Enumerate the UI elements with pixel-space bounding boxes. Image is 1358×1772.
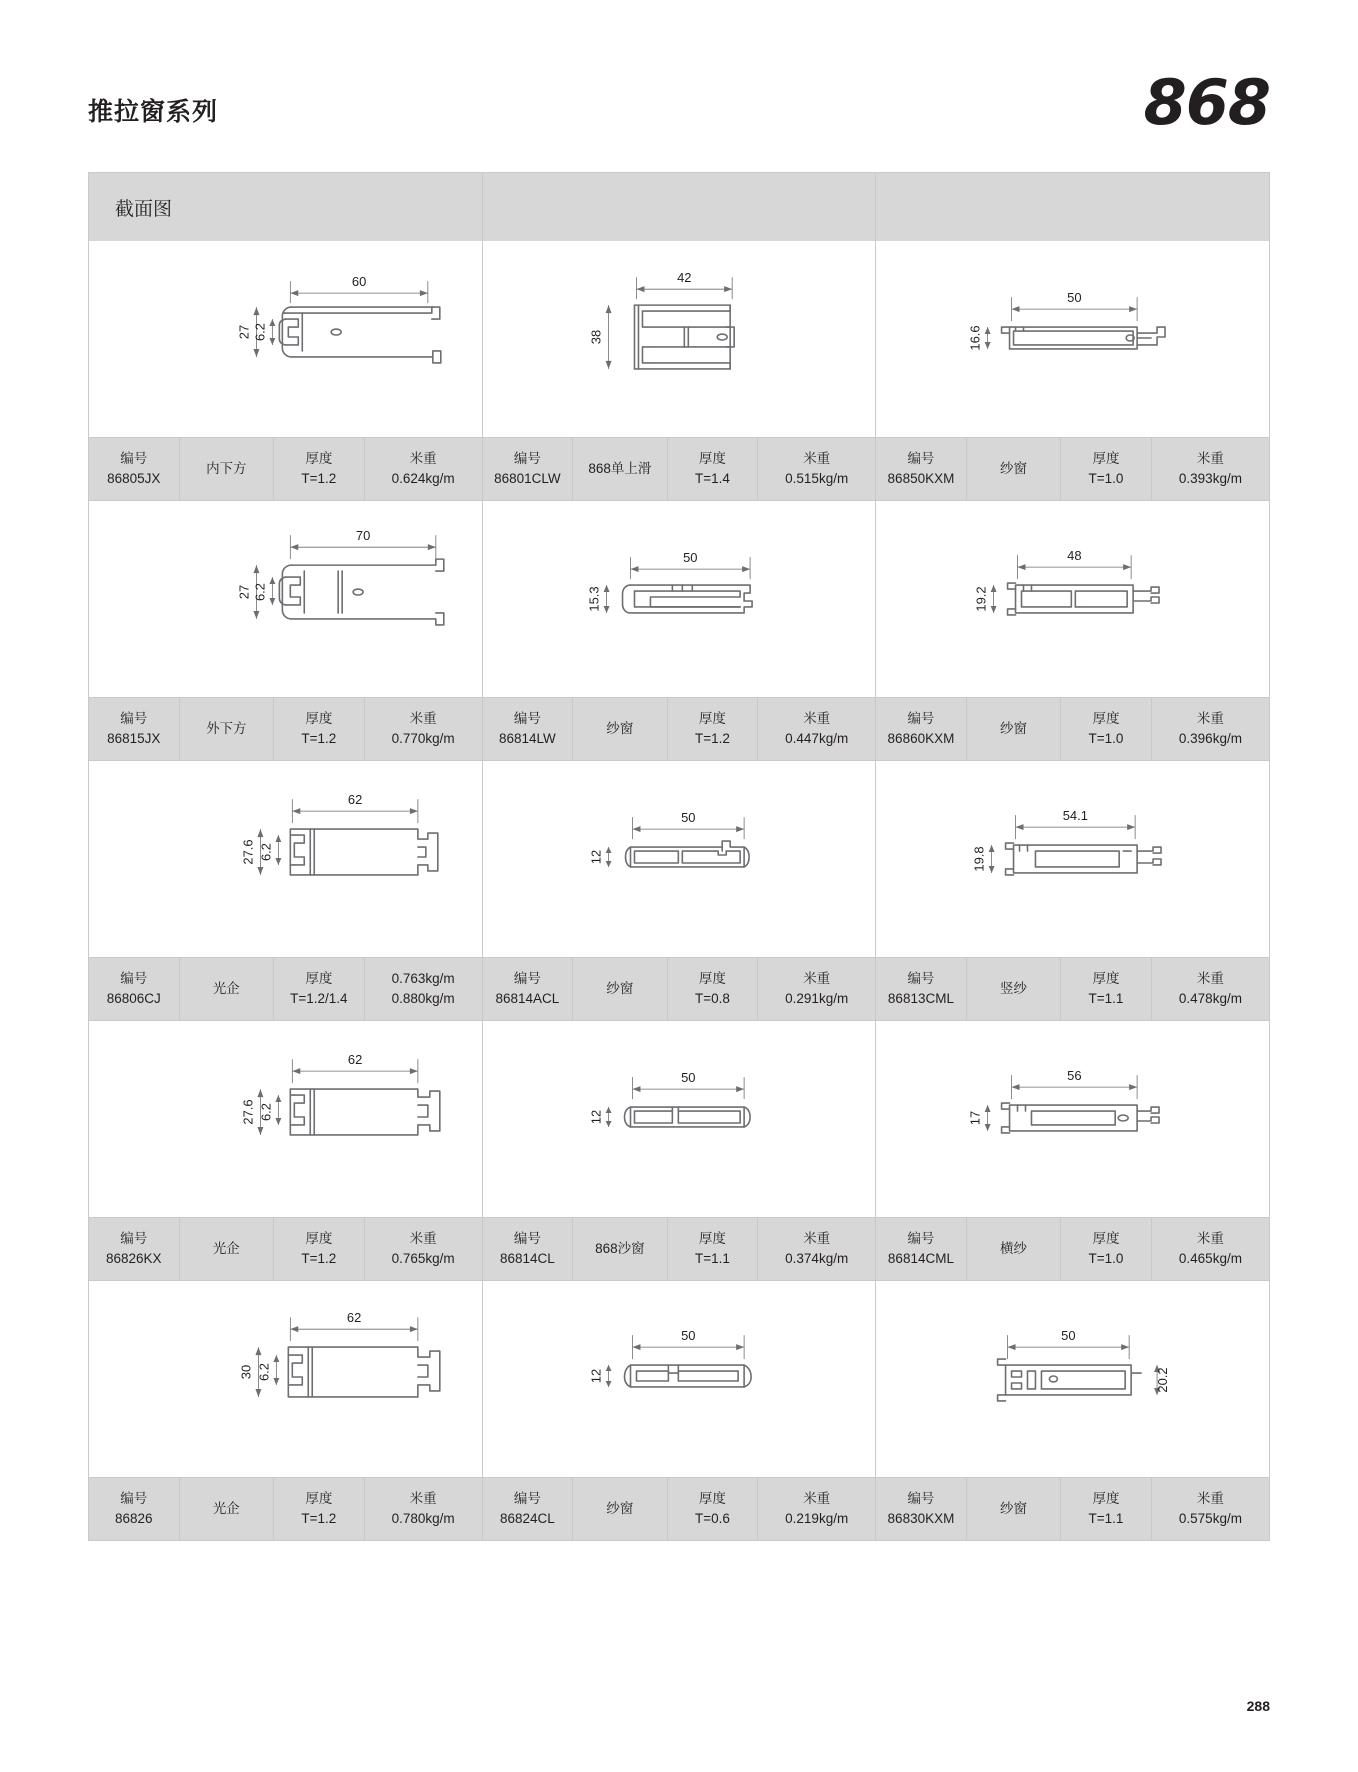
- spec-name: [967, 438, 1061, 500]
- spec-value: T=1.0: [1088, 731, 1124, 746]
- spec-value: T=1.4: [694, 471, 730, 486]
- spec-label: 0.763kg/m: [391, 971, 455, 987]
- profile-drawing: [89, 241, 482, 437]
- profile-cell: [483, 501, 877, 697]
- profile-cell: [89, 761, 483, 957]
- spec-label: 米重: [409, 711, 437, 727]
- spec-value: 纱窗: [606, 1501, 634, 1517]
- profile-drawing: [876, 761, 1269, 957]
- spec-label: 编号: [513, 451, 541, 467]
- spec-label: 编号: [120, 1231, 148, 1247]
- spec-value: 868沙窗: [595, 1241, 645, 1257]
- spec-label: 编号: [120, 711, 148, 727]
- spec-value: T=1.1: [1088, 1511, 1124, 1526]
- dim-width: 50: [680, 1328, 696, 1344]
- dim-width: 56: [1067, 1068, 1082, 1084]
- spec-thickness: [1061, 438, 1152, 500]
- spec-value: 光企: [212, 1241, 240, 1257]
- spec-name: [573, 698, 667, 760]
- spec-thickness: [274, 1478, 365, 1540]
- spec-row: [89, 437, 1269, 501]
- spec-label: 厚度: [305, 1231, 333, 1247]
- spec-value: 86806CJ: [106, 991, 161, 1006]
- spec-label: 编号: [513, 1231, 541, 1247]
- spec-value: T=1.1: [694, 1251, 730, 1266]
- dim-height: 20.2: [1155, 1367, 1171, 1393]
- spec-value: 纱窗: [999, 721, 1027, 737]
- spec-label: 米重: [803, 971, 831, 987]
- spec-value: 86826KX: [106, 1251, 162, 1266]
- profile-drawing: [89, 1281, 482, 1477]
- spec-weight: [365, 1218, 483, 1280]
- band-empty-cell-2: [876, 173, 1269, 241]
- spec-value: T=1.2: [301, 731, 337, 746]
- spec-label: 编号: [513, 711, 541, 727]
- spec-label: 米重: [409, 451, 437, 467]
- spec-value: 0.374kg/m: [785, 1251, 849, 1266]
- spec-name: [180, 1478, 274, 1540]
- spec-label: 编号: [513, 971, 541, 987]
- spec-code: [89, 698, 180, 760]
- table-row: [89, 761, 1269, 1021]
- dim-height: 19.8: [971, 846, 987, 872]
- spec-label: 米重: [1196, 1231, 1224, 1247]
- spec-code: [483, 698, 574, 760]
- table-row: [89, 1021, 1269, 1281]
- table-row: [89, 501, 1269, 761]
- spec-value: 0.447kg/m: [785, 731, 849, 746]
- profile-cell: [876, 1281, 1269, 1477]
- spec-value: 0.396kg/m: [1178, 731, 1242, 746]
- spec-value: 86801CLW: [494, 471, 561, 486]
- spec-code: [89, 1478, 180, 1540]
- profile-cell: [876, 241, 1269, 437]
- dim-width: 60: [351, 274, 367, 290]
- spec-label: 米重: [1196, 971, 1224, 987]
- spec-thickness: [1061, 698, 1152, 760]
- profile-cell: [483, 1281, 877, 1477]
- profile-cell: [876, 761, 1269, 957]
- spec-label: 编号: [907, 971, 935, 987]
- profile-cell: [876, 1021, 1269, 1217]
- profile-drawing: [876, 1281, 1269, 1477]
- spec-value: 86814ACL: [495, 991, 560, 1006]
- profile-cell: [483, 241, 877, 437]
- spec-label: 厚度: [698, 711, 726, 727]
- spec-thickness: [668, 438, 759, 500]
- page-number: 288: [1246, 1698, 1270, 1714]
- profile-cell: [89, 501, 483, 697]
- dim-height: 16.6: [967, 325, 983, 351]
- spec-code: [89, 958, 180, 1020]
- spec-name: [967, 698, 1061, 760]
- spec-name: [967, 958, 1061, 1020]
- spec-code: [89, 1218, 180, 1280]
- spec-value: 纱窗: [999, 461, 1027, 477]
- spec-label: 厚度: [1092, 971, 1120, 987]
- profile-cell: [89, 241, 483, 437]
- spec-value: T=1.2/1.4: [290, 991, 348, 1006]
- spec-label: 厚度: [305, 1491, 333, 1507]
- table-band: [89, 173, 1269, 241]
- spec-value: 86814CML: [887, 1251, 954, 1266]
- spec-thickness: [274, 438, 365, 500]
- dim-height: 12: [588, 1109, 604, 1125]
- profile-cell: [89, 1021, 483, 1217]
- dim-width: 62: [346, 1310, 362, 1326]
- profile-cell: [89, 1281, 483, 1477]
- spec-value: T=1.0: [1088, 1251, 1124, 1266]
- series-code: 868: [1143, 66, 1270, 139]
- spec-value: T=0.8: [694, 991, 730, 1006]
- spec-name: [967, 1478, 1061, 1540]
- dim-width: 42: [676, 270, 692, 286]
- spec-name: [573, 1478, 667, 1540]
- spec-value: 0.624kg/m: [391, 471, 455, 486]
- spec-code: [876, 958, 967, 1020]
- band-label-cell: 截面图: [89, 173, 483, 241]
- spec-weight: [758, 1478, 876, 1540]
- spec-value: 纱窗: [999, 1501, 1027, 1517]
- spec-weight: [1152, 1478, 1269, 1540]
- dim-inner: 6.2: [258, 1103, 274, 1122]
- profile-drawing: [89, 501, 482, 697]
- profile-drawing: [483, 501, 876, 697]
- spec-value: 内下方: [206, 461, 247, 477]
- dim-height: 27: [236, 324, 252, 340]
- spec-thickness: [668, 1478, 759, 1540]
- dim-width: 50: [1061, 1328, 1076, 1344]
- spec-value: 横纱: [999, 1241, 1027, 1257]
- spec-label: 编号: [120, 971, 148, 987]
- drawing-row: [89, 1021, 1269, 1217]
- spec-value: T=1.2: [301, 1511, 337, 1526]
- dim-height: 12: [588, 849, 604, 865]
- spec-thickness: [1061, 1218, 1152, 1280]
- spec-value: 86850KXM: [887, 471, 955, 486]
- spec-label: 编号: [513, 1491, 541, 1507]
- table-row: [89, 241, 1269, 501]
- spec-value: 86805JX: [107, 471, 161, 486]
- spec-value: 0.291kg/m: [785, 991, 849, 1006]
- dim-height: 12: [588, 1368, 604, 1384]
- spec-label: 编号: [907, 451, 935, 467]
- spec-thickness: [668, 958, 759, 1020]
- dim-width: 70: [355, 528, 371, 544]
- spec-label: 米重: [803, 711, 831, 727]
- spec-code: [876, 1478, 967, 1540]
- spec-name: [180, 1218, 274, 1280]
- spec-weight: [365, 1478, 483, 1540]
- dim-height: 27: [236, 584, 252, 600]
- spec-value: 0.219kg/m: [785, 1511, 849, 1526]
- spec-code: [876, 698, 967, 760]
- spec-label: 厚度: [1092, 1491, 1120, 1507]
- spec-label: 厚度: [305, 711, 333, 727]
- spec-code: [876, 1218, 967, 1280]
- spec-value: T=1.0: [1088, 471, 1124, 486]
- spec-value: 纱窗: [606, 981, 634, 997]
- spec-label: 厚度: [1092, 1231, 1120, 1247]
- spec-label: 米重: [1196, 451, 1224, 467]
- spec-label: 编号: [907, 1491, 935, 1507]
- profile-drawing: [483, 761, 876, 957]
- spec-label: 编号: [907, 1231, 935, 1247]
- spec-value: T=1.2: [694, 731, 730, 746]
- dim-height: 27.6: [240, 839, 256, 865]
- spec-label: 厚度: [305, 971, 333, 987]
- spec-label: 厚度: [698, 1231, 726, 1247]
- dim-inner: 6.2: [256, 1363, 272, 1382]
- dim-width: 54.1: [1063, 808, 1089, 824]
- spec-thickness: [668, 1218, 759, 1280]
- spec-row: [89, 957, 1269, 1021]
- spec-value: 竖纱: [999, 981, 1027, 997]
- spec-thickness: [274, 1218, 365, 1280]
- spec-value: 86824CL: [499, 1511, 555, 1526]
- dim-width: 50: [682, 550, 698, 566]
- spec-label: 米重: [803, 451, 831, 467]
- drawing-row: [89, 761, 1269, 957]
- spec-code: [876, 438, 967, 500]
- spec-value: 外下方: [206, 721, 247, 737]
- dim-height: 38: [588, 329, 604, 345]
- profile-drawing: [483, 241, 876, 437]
- spec-name: [573, 958, 667, 1020]
- dim-width: 62: [347, 1052, 363, 1068]
- spec-value: T=1.1: [1088, 991, 1124, 1006]
- profile-cell: [483, 761, 877, 957]
- spec-label: 厚度: [305, 451, 333, 467]
- profile-drawing: [89, 1021, 482, 1217]
- spec-code: [483, 438, 574, 500]
- dim-width: 50: [1067, 290, 1082, 306]
- spec-weight: [365, 698, 483, 760]
- spec-label: 厚度: [1092, 451, 1120, 467]
- spec-weight: [1152, 438, 1269, 500]
- profile-drawing: [876, 241, 1269, 437]
- spec-label: 米重: [409, 1231, 437, 1247]
- dim-width: 62: [347, 792, 363, 808]
- dim-height: 27.6: [240, 1099, 256, 1125]
- drawing-row: [89, 241, 1269, 437]
- spec-name: [967, 1218, 1061, 1280]
- spec-name: [573, 438, 667, 500]
- dim-height: 15.3: [586, 586, 602, 612]
- spec-value: T=1.2: [301, 471, 337, 486]
- spec-label: 厚度: [1092, 711, 1120, 727]
- dim-inner: 6.2: [252, 583, 268, 602]
- spec-weight: [758, 698, 876, 760]
- dim-inner: 6.2: [258, 843, 274, 862]
- dim-width: 50: [680, 810, 696, 826]
- profile-cell: [876, 501, 1269, 697]
- spec-thickness: [1061, 1478, 1152, 1540]
- spec-code: [483, 1478, 574, 1540]
- spec-label: 厚度: [698, 1491, 726, 1507]
- spec-name: [573, 1218, 667, 1280]
- spec-value: 0.765kg/m: [391, 1251, 455, 1266]
- spec-value: 86814LW: [498, 731, 556, 746]
- spec-thickness: [274, 698, 365, 760]
- profile-drawing: [876, 1021, 1269, 1217]
- page-title: 推拉窗系列: [88, 98, 219, 126]
- spec-label: 厚度: [698, 451, 726, 467]
- dim-height: 19.2: [973, 586, 989, 612]
- spec-weight: [365, 958, 483, 1020]
- spec-thickness: [1061, 958, 1152, 1020]
- spec-value: 86815JX: [107, 731, 161, 746]
- spec-label: 编号: [907, 711, 935, 727]
- spec-value: 0.393kg/m: [1178, 471, 1242, 486]
- spec-label: 米重: [803, 1231, 831, 1247]
- spec-value: 86813CML: [887, 991, 954, 1006]
- spec-thickness: [668, 698, 759, 760]
- spec-weight: [758, 1218, 876, 1280]
- profile-table: [88, 172, 1270, 1541]
- spec-weight: [365, 438, 483, 500]
- profile-drawing: [483, 1281, 876, 1477]
- profile-cell: [483, 1021, 877, 1217]
- spec-label: 米重: [1196, 711, 1224, 727]
- spec-value: T=1.2: [301, 1251, 337, 1266]
- table-row: [89, 1281, 1269, 1540]
- page-header: [88, 66, 1270, 148]
- dim-height: 17: [967, 1110, 983, 1126]
- profile-drawing: [89, 761, 482, 957]
- spec-code: [483, 958, 574, 1020]
- spec-value: 0.880kg/m: [391, 991, 455, 1006]
- drawing-row: [89, 501, 1269, 697]
- spec-label: 编号: [120, 451, 148, 467]
- spec-value: 0.780kg/m: [391, 1511, 455, 1526]
- spec-label: 米重: [1196, 1491, 1224, 1507]
- spec-value: 纱窗: [606, 721, 634, 737]
- spec-weight: [758, 438, 876, 500]
- profile-drawing: [876, 501, 1269, 697]
- spec-name: [180, 958, 274, 1020]
- spec-code: [89, 438, 180, 500]
- spec-code: [483, 1218, 574, 1280]
- spec-value: 86830KXM: [887, 1511, 955, 1526]
- spec-row: [89, 1477, 1269, 1540]
- spec-value: 86860KXM: [887, 731, 955, 746]
- spec-label: 厚度: [698, 971, 726, 987]
- spec-value: 86826: [115, 1511, 153, 1526]
- spec-weight: [1152, 958, 1269, 1020]
- spec-name: [180, 698, 274, 760]
- spec-value: 0.515kg/m: [785, 471, 849, 486]
- spec-thickness: [274, 958, 365, 1020]
- spec-name: [180, 438, 274, 500]
- drawing-row: [89, 1281, 1269, 1477]
- spec-label: 米重: [409, 1491, 437, 1507]
- spec-value: 光企: [212, 981, 240, 997]
- spec-value: 0.575kg/m: [1178, 1511, 1242, 1526]
- dim-width: 50: [680, 1070, 696, 1086]
- spec-row: [89, 697, 1269, 761]
- spec-value: 0.465kg/m: [1178, 1251, 1242, 1266]
- spec-weight: [1152, 1218, 1269, 1280]
- dim-width: 48: [1067, 548, 1082, 564]
- spec-value: 86814CL: [499, 1251, 555, 1266]
- spec-weight: [1152, 698, 1269, 760]
- spec-label: 米重: [803, 1491, 831, 1507]
- spec-value: 868单上滑: [588, 461, 652, 477]
- spec-value: T=0.6: [694, 1511, 730, 1526]
- spec-value: 光企: [212, 1501, 240, 1517]
- dim-inner: 6.2: [252, 323, 268, 342]
- spec-label: 编号: [120, 1491, 148, 1507]
- spec-value: 0.478kg/m: [1178, 991, 1242, 1006]
- spec-value: 0.770kg/m: [391, 731, 455, 746]
- dim-height: 30: [238, 1364, 254, 1380]
- band-empty-cell-1: [483, 173, 877, 241]
- spec-weight: [758, 958, 876, 1020]
- profile-drawing: [483, 1021, 876, 1217]
- spec-row: [89, 1217, 1269, 1281]
